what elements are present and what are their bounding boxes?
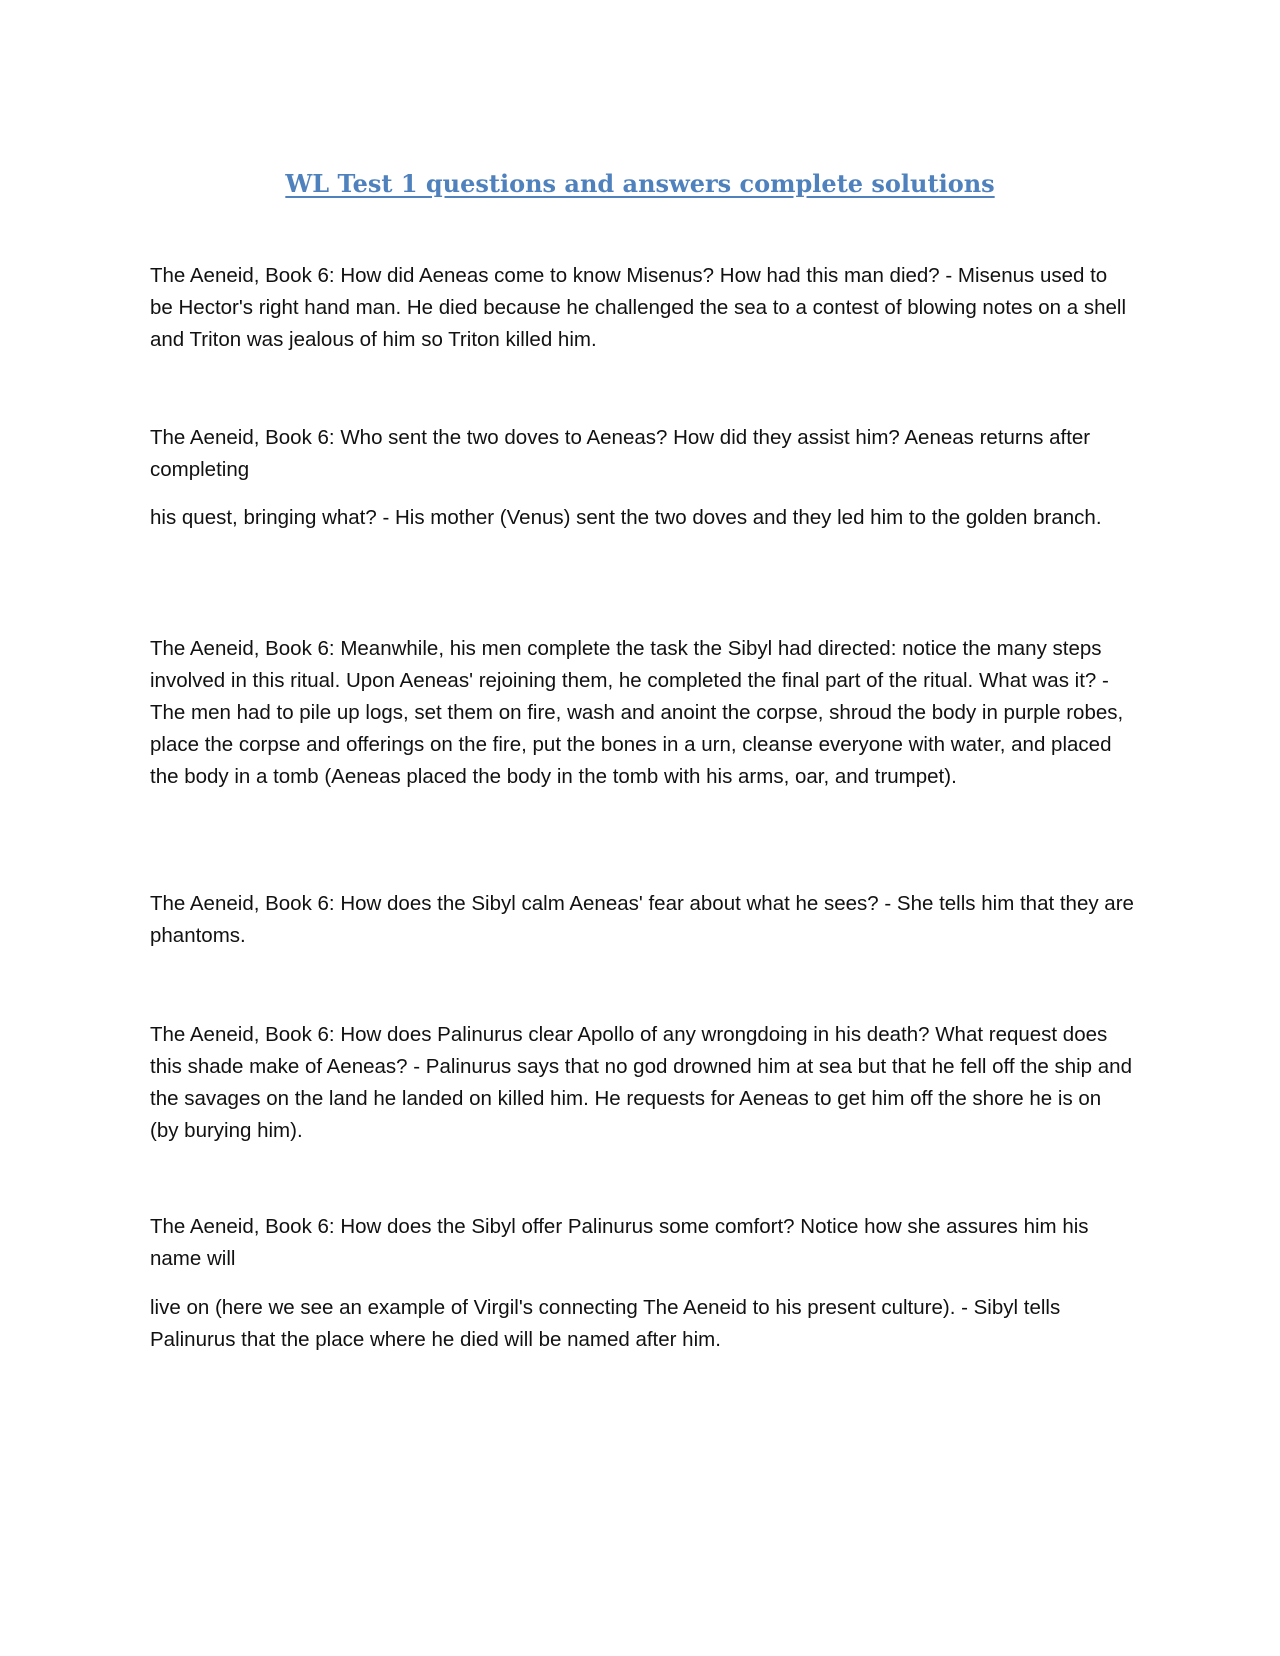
paragraph-comfort-question: The Aeneid, Book 6: How does the Sibyl offer Palinurus some comfort? Notice how she assures him his name will [150,1215,1089,1270]
document-title: WL Test 1 questions and answers complete solutions [285,169,995,198]
paragraph-palinurus: The Aeneid, Book 6: How does Palinurus clear Apollo of any wrongdoing in his death? What request does this shade make of Aeneas? - Palinurus says that no god drowned him at sea but that he fell off the ship and the savages on the land he landed on killed him. He requests for Aeneas to get him off the shore he is on (by burying him). [150,1023,1132,1142]
paragraph-doves-question: The Aeneid, Book 6: Who sent the two doves to Aeneas? How did they assist him? Aeneas returns after completing [150,426,1091,481]
paragraph-sibyl-calm: The Aeneid, Book 6: How does the Sibyl calm Aeneas' fear about what he sees? - She tells him that they are phantoms. [150,892,1134,947]
paragraph-comfort-answer: live on (here we see an example of Virgil's connecting The Aeneid to his present culture). - Sibyl tells Palinurus that the place where he died will be named after him. [150,1296,1061,1351]
paragraph-ritual: The Aeneid, Book 6: Meanwhile, his men complete the task the Sibyl had directed: notice the many steps involved in this ritual. Upon Aeneas' rejoining them, he completed the final part of the ritual. What was it? - The men had to pile up logs, set them on fire, wash and anoint the corpse, shroud the body in purple robes, place the corpse and offerings on the fire, put the bones in a urn, cleanse everyone with water, and placed the body in a tomb (Aeneas placed the body in the tomb with his arms, oar, and trumpet). [150,637,1124,788]
paragraph-doves-answer: his quest, bringing what? - His mother (Venus) sent the two doves and they led him to the golden branch. [150,506,1102,529]
paragraph-misenus: The Aeneid, Book 6: How did Aeneas come to know Misenus? How had this man died? - Misenus used to be Hector's right hand man. He died because he challenged the sea to a contest of blowing notes on a shell and Triton was jealous of him so Triton killed him. [150,264,1127,351]
